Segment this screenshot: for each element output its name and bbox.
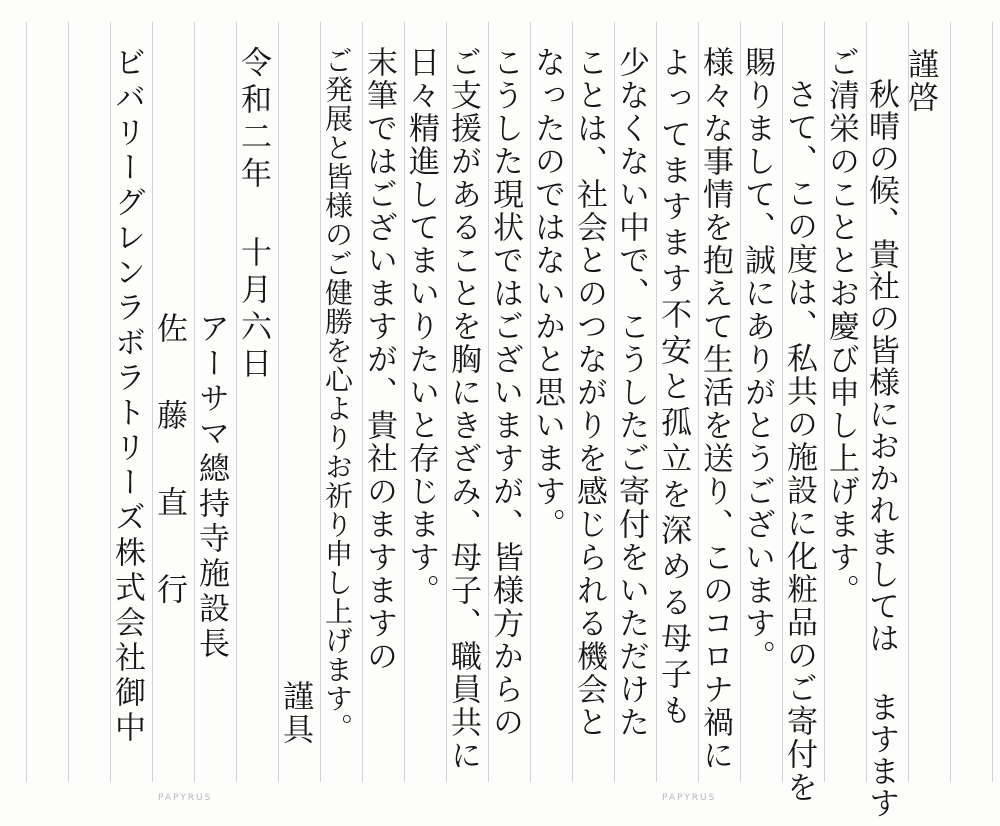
body-line-1: 秋晴の候、貴社の皆様におかれましては ますます: [863, 78, 899, 819]
body-line-9: なったのではないかと思います。: [529, 46, 565, 541]
ruled-line: [950, 22, 951, 782]
sender-organization: アーサマ總持寺施設長: [193, 312, 229, 662]
ruled-line: [908, 22, 909, 782]
recipient-name: ビバリーグレンラボラトリーズ株式会社御中: [109, 46, 145, 746]
paper-brand-mark: PAPYRUS: [158, 793, 213, 803]
body-line-10: こうした現状ではございますが、皆様方からの: [487, 46, 523, 739]
body-line-6: よってますます不安と孤立を深める母子も: [655, 46, 691, 730]
body-line-8: ことは、社会とのつながりを感じられる機会と: [571, 46, 607, 739]
body-line-4: 賜りまして、誠にありがとうございます。: [739, 46, 775, 673]
body-line-5: 様々な事情を抱えて生活を送り、このコロナ禍に: [697, 46, 733, 772]
ruled-line: [992, 22, 993, 782]
body-line-3: さて、この度は、私共の施設に化粧品のご寄付を: [781, 78, 817, 804]
body-line-11: ご支援があることを胸にきざみ、母子、職員共に: [445, 46, 481, 772]
ruled-line: [26, 22, 27, 782]
letter-date: 令和二年 十月六日: [235, 46, 271, 384]
paper-brand-mark: PAPYRUS: [662, 793, 717, 803]
body-line-12: 日々精進してまいりたいと存じます。: [403, 46, 439, 607]
closing-phrase: 謹具: [277, 680, 313, 746]
body-line-14: ご発展と皆様のご健勝を心よりお祈り申し上げます。: [321, 46, 354, 742]
sender-name: 佐 藤 直 行: [151, 312, 187, 614]
ruled-line: [68, 22, 69, 782]
body-line-7: 少なくない中で、こうしたご寄付をいただけた: [613, 46, 649, 739]
ruled-line: [278, 22, 279, 782]
body-line-13: 末筆ではございますが、貴社のますますの: [361, 46, 397, 673]
opening-greeting: 謹啓: [902, 48, 938, 114]
body-line-2: ご清栄のこととお慶び申し上げます。: [823, 46, 859, 607]
